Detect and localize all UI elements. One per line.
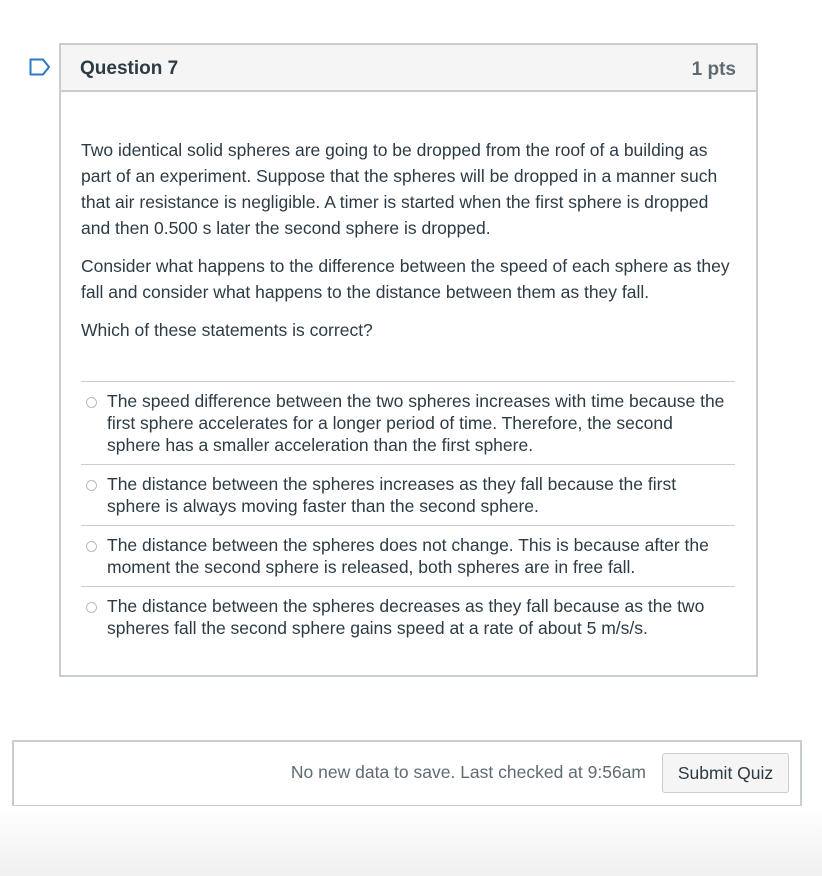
answer-option-2[interactable] (81, 465, 735, 526)
quiz-footer (12, 740, 802, 807)
question-paragraph: Two identical solid spheres are going to be dropped from the roof of a building as part of an experiment. Suppose that the spheres will be dropped in a manner such that air resistance is negligible. A timer is started when the first sphere is dropped and then 0.500 s later the second sphere is dropped. (81, 140, 718, 238)
flag-question-icon[interactable] (29, 58, 51, 76)
radio-unchecked-icon[interactable] (86, 602, 97, 613)
answer-list (81, 381, 735, 647)
question-title: Question 7 (80, 58, 179, 79)
answer-option-1[interactable] (81, 382, 735, 465)
radio-unchecked-icon[interactable] (86, 480, 97, 491)
question-points: 1 pts (691, 59, 736, 80)
question-prompt: Which of these statements is correct? (81, 320, 373, 340)
answer-label[interactable]: The distance between the spheres decreases as they fall because as the two spheres fall the second sphere gains speed at a rate of about 5 m/s/s. (107, 596, 705, 638)
question-text (81, 137, 731, 355)
radio-unchecked-icon[interactable] (86, 541, 97, 552)
question-header (61, 45, 756, 92)
question-paragraph: Consider what happens to the difference between the speed of each sphere as they fall and consider what happens to the distance between them as they fall. (81, 256, 730, 302)
answer-label[interactable]: The distance between the spheres does not change. This is because after the moment the second sphere is released, both spheres are in free fall. (107, 535, 709, 577)
radio-unchecked-icon[interactable] (86, 397, 97, 408)
answer-option-4[interactable] (81, 587, 735, 647)
page-bottom-shade (0, 806, 822, 876)
submit-quiz-button[interactable]: Submit Quiz (662, 753, 789, 793)
autosave-status: No new data to save. Last checked at 9:56am (290, 762, 646, 782)
answer-option-3[interactable] (81, 526, 735, 587)
answer-label[interactable]: The distance between the spheres increases as they fall because the first sphere is always moving faster than the second sphere. (107, 474, 677, 516)
question-card (59, 43, 758, 677)
answer-label[interactable]: The speed difference between the two spheres increases with time because the first sphere accelerates for a longer period of time. Therefore, the second sphere has a smaller acceleration than the first sphere. (107, 391, 725, 455)
